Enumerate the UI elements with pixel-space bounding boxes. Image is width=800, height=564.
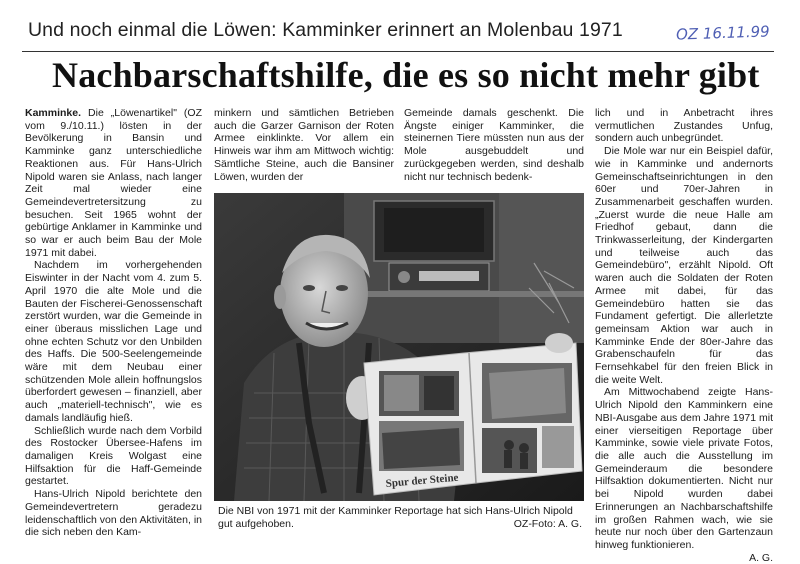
dateline: Kamminke. bbox=[25, 107, 82, 119]
article-column-1 bbox=[25, 107, 202, 539]
caption-text: Die NBI von 1971 mit der Kamminker Reportage hat sich Hans-Ulrich Nipold gut aufgehoben. bbox=[218, 505, 573, 530]
handwritten-date-note: OZ 16.11.99 bbox=[675, 22, 770, 44]
photo-credit: OZ-Foto: A. G. bbox=[513, 517, 582, 530]
magazine-headline-text: Spur der Steine bbox=[385, 471, 459, 490]
article-column-2 bbox=[214, 107, 394, 183]
photo-caption bbox=[218, 505, 582, 530]
article-kicker: Und noch einmal die Löwen: Kamminker erinnert an Molenbau 1971 bbox=[28, 19, 623, 41]
article-column-4 bbox=[595, 107, 773, 564]
column-3-text: Gemeinde damals geschenkt. Die Ängste einiger Kamminker, die steinernen Tiere müssten nun aus der Mole ausgebuddelt und zurückgegeben werden, sind deshalb nicht nur technisch bedenk- bbox=[404, 107, 584, 183]
paragraph-3: Schließlich wurde nach dem Vorbild des Rostocker Übersee-Hafens im damaligen Kreis Wolgast eine Hilfsaktion für die Haff-Gemeinde gestartet. bbox=[25, 424, 202, 488]
column-4-paragraph-2: Die Mole war nur ein Beispiel dafür, wie in Kamminke und andernorts Gemeinschaftseinrichtungen in den 60er und 70er-Jahren in Zusammenarbeit geschaffen wurden. „Zuerst wurde die neue Halle am Friedhof gebaut, dann die Trinkwasserleitung, der Kindergarten und teilweise auch das Gemeindebüro", erzählt Nipold. Oft waren auch die Soldaten der Roten Armee mit dabei, für das Gemeindebüro hatten sie das Fundament gefertigt. Die allerletzte gemeinsam Aktion war auch in Kamminke Ende der 80er-Jahre das Grabenschaufeln für das Fernsehkabel für den freien Blick in die weite Welt. bbox=[595, 145, 773, 386]
author-signature: A. G. bbox=[749, 551, 773, 564]
photo-illustration bbox=[214, 193, 584, 501]
paragraph-4: Hans-Ulrich Nipold berichtete den Gemeindevertretern geradezu leidenschaftlich von den Aktivitäten, in die sich neben den Kam- bbox=[25, 488, 202, 539]
column-4-paragraph-3: Am Mittwochabend zeigte Hans-Ulrich Nipold den Kamminkern eine NBI-Ausgabe aus dem Jahre 1971 mit einer vierseitigen Reportage über Kamminke, sowie viele private Fotos, die alle auch die Ausstellung im Gemeinderaum die besondere Hilfsaktion dokumentierten. Nicht nur bei Nipold wurden dabei Erinnerungen an Nachbarschaftshilfe im großen Rahmen wach, wie sie heute nur noch über den Gartenzaun hinweg funktionieren. bbox=[595, 386, 774, 551]
header-rule bbox=[22, 51, 774, 52]
article-headline: Nachbarschaftshilfe, die es so nicht mehr gibt bbox=[52, 55, 760, 95]
article-column-3 bbox=[404, 107, 584, 183]
article-photo bbox=[214, 193, 584, 501]
paragraph-2: Nachdem im vorhergehenden Eiswinter in der Nacht vom 4. zum 5. April 1970 die alte Mole und die Bauten der Fischerei-Genossenschaft zerstört wurden, war die Gemeinde in einer überaus misslichen Lage und ohne echten Schutz vor den Unbilden des Haffs. Die 500-Seelengemeinde wäre mit dem Neubau einer schützenden Mole allein hoffnungslos überfordert gewesen – finanziell, aber auch „materiell-technisch", wie es damals landläufig hieß. bbox=[25, 259, 202, 424]
column-2-text: minkern und sämtlichen Betrieben auch die Garzer Garnison der Roten Armee einklinkte. Vor allem ein Hinweis war ihm am Mittwoch wichtig: Sämtliche Steine, auch die Bansiner Löwen, wurden der bbox=[214, 107, 394, 183]
paragraph-1 bbox=[25, 107, 202, 259]
nbi-magazine bbox=[364, 343, 582, 495]
column-4-paragraph-1: lich und in Anbetracht ihres vermutlichen Zustandes Unfug, sondern auch unbegründet. bbox=[595, 107, 773, 145]
paragraph-1-text: Die „Löwenartikel" (OZ vom 9./10.11.) lösten in der Bevölkerung in Bansin und Kamminke ganz unterschiedliche Reaktionen aus. Für Hans-Ulrich Nipold waren sie Anlass, nach langer Zeit mal wieder eine Gemeindevertretersitzung zu besuchen. Seit 1965 wohnt der gebürtige Anklamer in Kamminke und so war er auch beim Bau der Mole 1971 mit dabei. bbox=[25, 107, 203, 259]
